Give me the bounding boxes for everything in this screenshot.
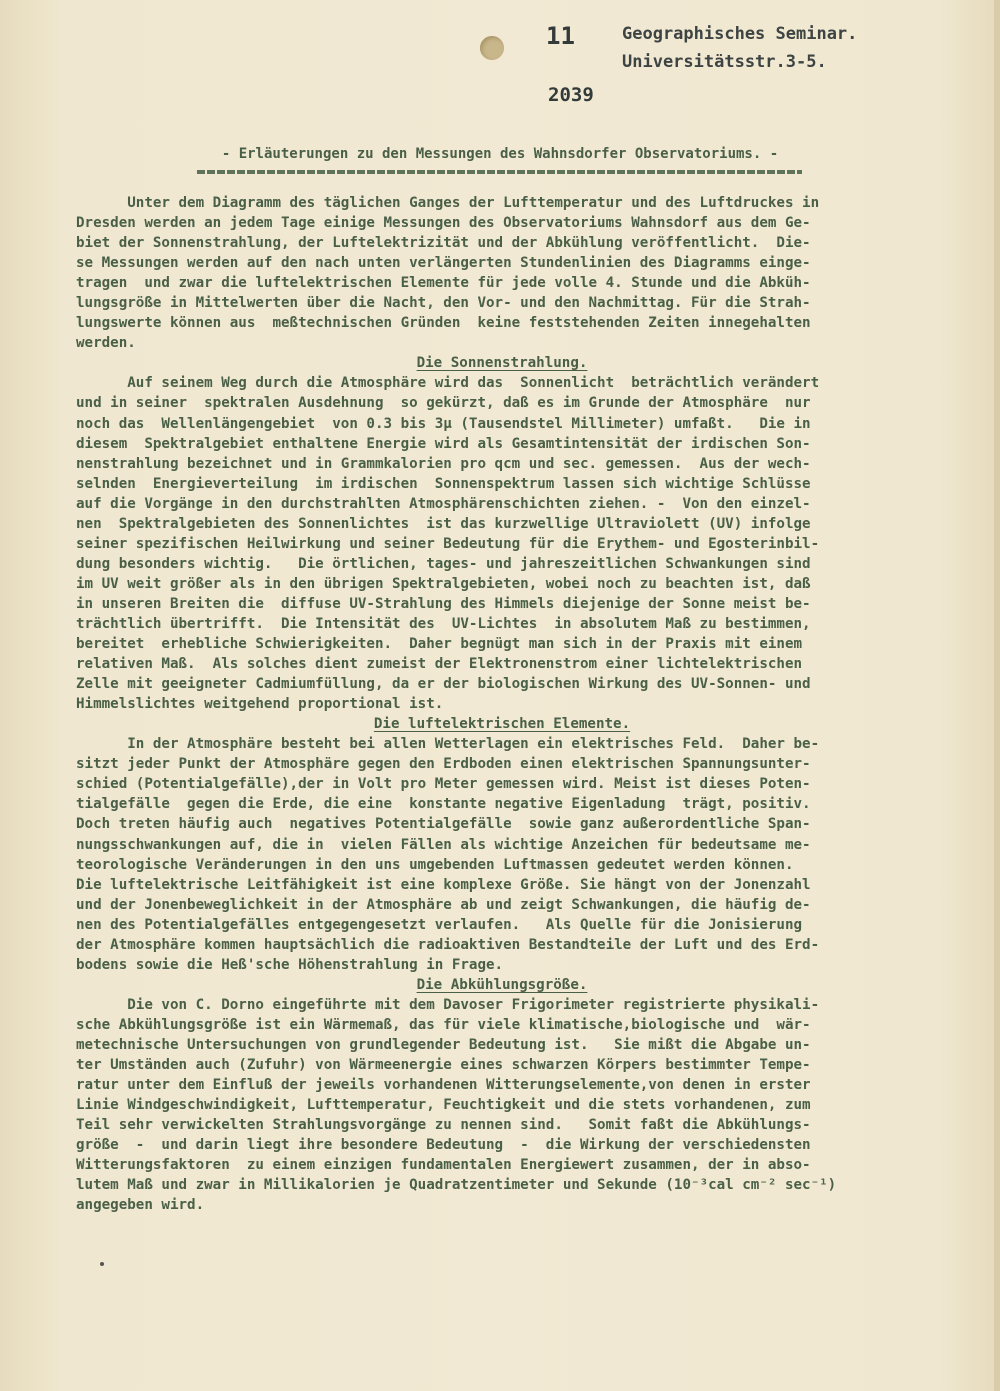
text-line: nenstrahlung bezeichnet und in Grammkalorien pro qcm und sec. gemessen. Aus der wech- bbox=[76, 455, 811, 472]
text-line: noch das Wellenlängengebiet von 0.3 bis 3μ (Tausendstel Millimeter) umfaßt. Die in bbox=[76, 415, 811, 432]
text-line: und der Jonenbeweglichkeit in der Atmosphäre ab und zeigt Schwankungen, die häufig de- bbox=[76, 896, 811, 913]
body-text bbox=[76, 193, 928, 1215]
text-line: selnden Energieverteilung im irdischen Sonnenspektrum lassen sich wichtige Schlüsse bbox=[76, 475, 811, 492]
text-line: bereitet erhebliche Schwierigkeiten. Daher begnügt man sich in der Praxis mit einem bbox=[76, 636, 803, 653]
stamp-line-1: Geographisches Seminar. bbox=[622, 24, 858, 44]
text-line: metechnische Untersuchungen von grundlegender Bedeutung ist. Sie mißt die Abgabe un- bbox=[76, 1036, 811, 1053]
text-line: im UV weit größer als in den übrigen Spektralgebieten, wobei noch zu beachten ist, daß bbox=[76, 575, 811, 592]
text-line: diesem Spektralgebiet enthaltene Energie wird als Gesamtintensität der irdischen Son- bbox=[76, 435, 811, 452]
text-line: trächtlich übertrifft. Die Intensität des UV-Lichtes in absolutem Maß zu bestimmen, bbox=[76, 615, 811, 632]
section-heading-text: Die Abkühlungsgröße. bbox=[416, 976, 588, 993]
handwritten-number-top: 11 bbox=[546, 22, 575, 50]
text-line: se Messungen werden auf den nach unten verlängerten Stundenlinien des Diagramms einge- bbox=[76, 255, 811, 272]
text-line: Himmelslichtes weitgehend proportional ist. bbox=[76, 696, 444, 713]
text-line: Dresden werden an jedem Tage einige Messungen des Observatoriums Wahnsdorf aus dem Ge- bbox=[76, 215, 811, 232]
title-underline bbox=[197, 170, 802, 174]
text-line: sche Abkühlungsgröße ist ein Wärmemaß, das für viele klimatische,biologische und wär- bbox=[76, 1016, 811, 1033]
section-heading-text: Die luftelektrischen Elemente. bbox=[373, 716, 631, 733]
text-line: nungsschwankungen auf, die in vielen Fällen als wichtige Anzeichen für bedeutsame me- bbox=[76, 836, 811, 853]
text-line: Doch treten häufig auch negatives Potentialgefälle sowie ganz außerordentliche Span- bbox=[76, 816, 811, 833]
text-line: Die von C. Dorno eingeführte mit dem Davoser Frigorimeter registrierte physikali- bbox=[76, 996, 820, 1013]
text-line: auf die Vorgänge in den durchstrahlten Atmosphärenschichten ziehen. - Von den einzel- bbox=[76, 495, 811, 512]
handwritten-number-bottom: 2039 bbox=[548, 84, 594, 106]
text-line: tialgefälle gegen die Erde, die eine konstante negative Eigenladung trägt, positiv. bbox=[76, 796, 811, 813]
text-line: In der Atmosphäre besteht bei allen Wetterlagen ein elektrisches Feld. Daher be- bbox=[76, 736, 820, 753]
text-line: Teil sehr verwickelten Strahlungsvorgänge zu nennen sind. Somit faßt die Abkühlungs- bbox=[76, 1117, 811, 1134]
text-line: ter Umständen auch (Zufuhr) von Wärmeenergie eines schwarzen Körpers bestimmter Tempe- bbox=[76, 1057, 811, 1074]
text-line: und in seiner spektralen Ausdehnung so gekürzt, daß es im Grunde der Atmosphäre nur bbox=[76, 395, 811, 412]
document-title: - Erläuterungen zu den Messungen des Wahnsdorfer Observatoriums. - bbox=[221, 146, 779, 162]
text-line: teorologische Veränderungen in den uns umgebenden Luftmassen gedeutet werden können. bbox=[76, 856, 794, 873]
text-line: Die luftelektrische Leitfähigkeit ist eine komplexe Größe. Sie hängt von der Jonenzahl bbox=[76, 876, 811, 893]
text-line: Zelle mit geeigneter Cadmiumfüllung, da er der biologischen Wirkung des UV-Sonnen- und bbox=[76, 676, 811, 693]
text-line: angegeben wird. bbox=[76, 1197, 205, 1214]
text-line: größe - und darin liegt ihre besondere Bedeutung - die Wirkung der verschiedensten bbox=[76, 1137, 811, 1154]
text-line: lungswerte können aus meßtechnischen Gründen keine feststehenden Zeiten innegehalten bbox=[76, 315, 811, 332]
stamp-line-2: Universitätsstr.3-5. bbox=[622, 52, 827, 72]
text-line: biet der Sonnenstrahlung, der Luftelektrizität und der Abkühlung veröffentlicht. Die- bbox=[76, 235, 811, 252]
text-line: nen des Potentialgefälles entgegengesetzt verlaufen. Als Quelle für die Jonisierung bbox=[76, 916, 803, 933]
punch-hole bbox=[480, 36, 504, 60]
pen-mark bbox=[100, 1262, 104, 1266]
text-line: nen Spektralgebieten des Sonnenlichtes ist das kurzwellige Ultraviolett (UV) infolge bbox=[76, 515, 811, 532]
section-heading bbox=[76, 714, 928, 734]
text-line: werden. bbox=[76, 335, 136, 352]
text-line: Unter dem Diagramm des täglichen Ganges der Lufttemperatur und des Luftdruckes in bbox=[76, 195, 820, 211]
text-line: der Atmosphäre kommen hauptsächlich die radioaktiven Bestandteile der Luft und des Erd- bbox=[76, 936, 820, 953]
section-heading-text: Die Sonnenstrahlung. bbox=[416, 355, 588, 372]
text-line: tragen und zwar die luftelektrischen Elemente für jede volle 4. Stunde und die Abküh- bbox=[76, 275, 811, 292]
text-line: in unseren Breiten die diffuse UV-Strahlung des Himmels diejenige der Sonne meist be- bbox=[76, 595, 811, 612]
text-line: lutem Maß und zwar in Millikalorien je Quadratzentimeter und Sekunde (10⁻³cal cm⁻² sec⁻¹) bbox=[76, 1177, 837, 1194]
section-heading bbox=[76, 353, 928, 373]
text-line: Auf seinem Weg durch die Atmosphäre wird das Sonnenlicht beträchtlich verändert bbox=[76, 375, 820, 392]
text-line: dung besonders wichtig. Die örtlichen, tages- und jahreszeitlichen Schwankungen sind bbox=[76, 555, 811, 572]
page-edge bbox=[994, 0, 1000, 1391]
text-line: lungsgröße in Mittelwerten über die Nacht, den Vor- und den Nachmittag. Für die Strah- bbox=[76, 295, 811, 312]
text-line: schied (Potentialgefälle),der in Volt pro Meter gemessen wird. Meist ist dieses Poten- bbox=[76, 776, 811, 793]
section-heading bbox=[76, 975, 928, 995]
text-line: Witterungsfaktoren zu einem einzigen fundamentalen Energiewert zusammen, der in abso- bbox=[76, 1157, 811, 1174]
text-line: relativen Maß. Als solches dient zumeist der Elektronenstrom einer lichtelektrischen bbox=[76, 656, 803, 673]
text-line: sitzt jeder Punkt der Atmosphäre gegen den Erdboden einen elektrischen Spannungsunter- bbox=[76, 756, 811, 773]
text-line: ratur unter dem Einfluß der jeweils vorhandenen Witterungselemente,von denen in erster bbox=[76, 1077, 811, 1094]
text-line: Linie Windgeschwindigkeit, Lufttemperatur, Feuchtigkeit und die stets vorhandenen, zum bbox=[76, 1097, 811, 1114]
text-line: bodens sowie die Heß'sche Höhenstrahlung in Frage. bbox=[76, 956, 504, 973]
text-line: seiner spezifischen Heilwirkung und seiner Bedeutung für die Erythem- und Egosterinbil- bbox=[76, 535, 820, 552]
